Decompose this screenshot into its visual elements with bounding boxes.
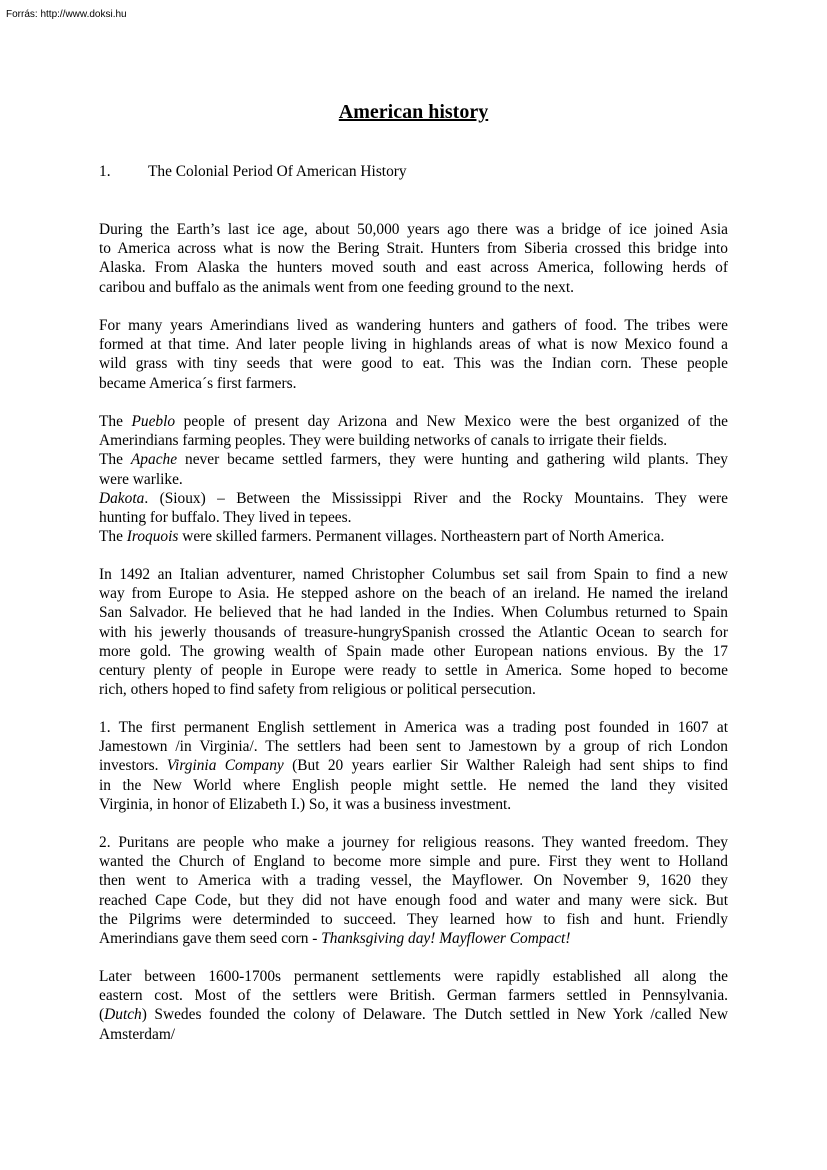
text-line: [99, 929, 728, 948]
company-name: Virginia Company: [166, 757, 284, 775]
text-line: formed at that time. And later people living in highlands areas of what is now Mexico found a: [99, 336, 728, 354]
text-line: For many years Amerindians lived as wandering hunters and gathers of food. The tribes were: [99, 317, 728, 334]
text-line: Amerindians farming peoples. They were building networks of canals to irrigate their fields.: [99, 432, 668, 450]
text-fragment: (But 20 years earlier Sir Walther Raleigh had sent ships to find: [283, 757, 728, 775]
text-fragment: ) Swedes founded the colony of Delaware. The Dutch settled in New York /called New: [141, 1006, 728, 1024]
source-note: Forrás: http://www.doksi.hu: [6, 9, 127, 20]
text-line: 2. Puritans are people who make a journey for religious reasons. They wanted freedom. They: [99, 834, 728, 851]
section-heading: [99, 162, 728, 181]
paragraph-jamestown: [99, 718, 728, 814]
text-line: Virginia, in honor of Elizabeth I.) So, it was a business investment.: [99, 795, 512, 813]
text-line: way from Europe to Asia. He stepped ashore on the beach of an ireland. He named the ireland: [99, 585, 728, 603]
tribe-apache: Apache: [130, 451, 178, 469]
text-line: more gold. The growing wealth of Spain made other European nations envious. By the 17: [99, 642, 728, 660]
section-number: 1.: [99, 163, 111, 180]
text-fragment: . (Sioux) – Between the Mississippi River and the Rocky Mountains. They were: [144, 489, 728, 507]
paragraph-tribes: [99, 412, 728, 546]
text-line: to America across what is now the Bering Strait. Hunters from Siberia crossed this bridge into: [99, 240, 728, 258]
text-line: Amsterdam/: [99, 1025, 176, 1043]
text-line: [99, 450, 728, 469]
text-fragment: Amerindians gave them seed corn -: [99, 930, 322, 948]
tribe-dakota: Dakota: [99, 489, 145, 507]
text-line: wanted the Church of England to become more simple and pure. First they went to Holland: [99, 853, 728, 871]
text-fragment: The: [99, 413, 132, 430]
text-line: 1. The first permanent English settlement in America was a trading post founded in 1607 at: [99, 719, 728, 736]
text-fragment: (: [99, 1006, 105, 1024]
text-line: Alaska. From Alaska the hunters moved south and east across America, following herds of: [99, 259, 728, 277]
text-line: rich, others hoped to find safety from religious or political persecution.: [99, 681, 536, 699]
text-line: Later between 1600-1700s permanent settlements were rapidly established all along the: [99, 968, 728, 985]
text-line: [99, 489, 728, 508]
text-line: reached Cape Code, but they did not have enough food and water and many were sick. But: [99, 891, 728, 909]
text-line: [99, 1005, 728, 1024]
paragraph-columbus: [99, 565, 728, 699]
paragraph-settlements: [99, 967, 728, 1044]
text-line: with his jewerly thousands of treasure-hungrySpanish crossed the Atlantic Ocean to search for: [99, 623, 728, 641]
text-fragment: never became settled farmers, they were hunting and gathering wild plants. They: [177, 451, 728, 469]
text-line: caribou and buffalo as the animals went from one feeding ground to the next.: [99, 278, 574, 296]
page-title: American history: [338, 101, 489, 123]
text-line: eastern cost. Most of the settlers were British. German farmers settled in Pennsylvania.: [99, 987, 728, 1005]
paragraph-amerindians: [99, 316, 728, 393]
text-line: San Salvador. He believed that he had landed in the Indies. When Columbus returned to Spain: [99, 604, 728, 622]
text-line: In 1492 an Italian adventurer, named Christopher Columbus set sail from Spain to find a new: [99, 566, 728, 583]
text-line: [99, 756, 728, 775]
text-line: hunting for buffalo. They lived in tepees.: [99, 509, 352, 527]
thanksgiving-note: Thanksgiving day! Mayflower Compact!: [321, 930, 571, 948]
paragraph-puritans: [99, 833, 728, 948]
text-line: in the New World where English people might settle. He nemed the land they visited: [99, 776, 728, 794]
text-line: were warlike.: [99, 470, 183, 488]
text-fragment: investors.: [99, 757, 167, 775]
text-line: then went to America with a trading vessel, the Mayflower. On November 9, 1620 they: [99, 872, 728, 890]
section-title: The Colonial Period Of American History: [148, 163, 407, 180]
text-line: [99, 412, 728, 431]
text-line: wild grass with tiny seeds that were good to eat. This was the Indian corn. These people: [99, 355, 728, 373]
text-line: During the Earth’s last ice age, about 50,000 years ago there was a bridge of ice joined Asia: [99, 221, 728, 238]
text-line: became America´s first farmers.: [99, 374, 297, 392]
text-fragment: The: [99, 451, 131, 469]
text-fragment: were skilled farmers. Permanent villages. Northeastern part of North America.: [178, 528, 665, 546]
text-line: century plenty of people in Europe were ready to settle in America. Some hoped to become: [99, 662, 728, 680]
text-line: Jamestown /in Virginia/. The settlers had been sent to Jamestown by a group of rich London: [99, 738, 728, 756]
dutch-term: Dutch: [104, 1006, 142, 1024]
paragraph-ice-age: [99, 220, 728, 297]
tribe-pueblo: Pueblo: [131, 413, 176, 430]
text-line: [99, 527, 728, 546]
text-line: the Pilgrims were determinded to succeed. They learned how to fish and hunt. Friendly: [99, 910, 728, 928]
tribe-iroquois: Iroquois: [126, 528, 179, 546]
text-fragment: people of present day Arizona and New Mexico were the best organized of the: [175, 413, 728, 430]
text-fragment: The: [99, 528, 127, 546]
